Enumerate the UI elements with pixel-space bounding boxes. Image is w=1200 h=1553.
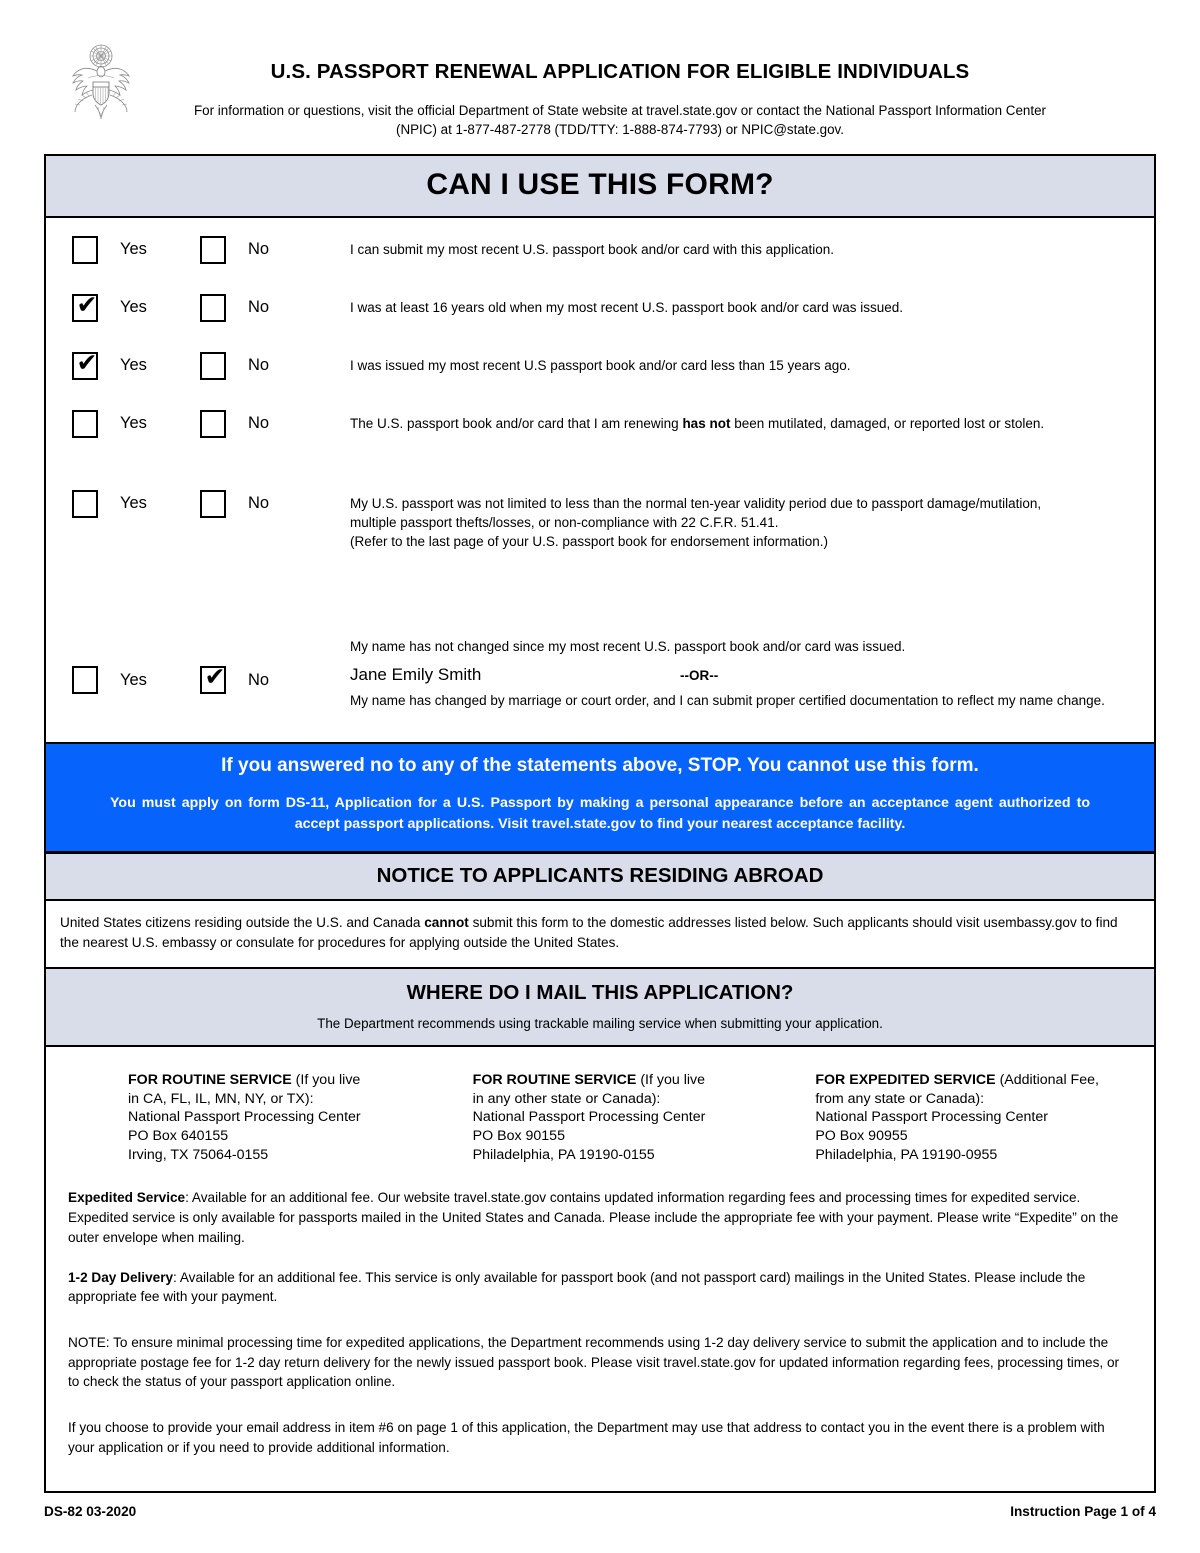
question-text-5 bbox=[350, 490, 1144, 551]
no-option-2[interactable] bbox=[200, 294, 320, 322]
no-label-6: No bbox=[248, 670, 270, 689]
header-subtitle-line-2: Passport Information Center (NPIC) at 1-877-487-2778 (TDD/TTY: 1-888-874-7793) or NPIC@state.gov. bbox=[396, 103, 1046, 138]
header-subtitle-line-1: For information or questions, visit the official Department of State website at travel.state.gov or contact the National bbox=[194, 103, 875, 118]
question-4-post: been mutilated, damaged, or reported lost or stolen. bbox=[730, 415, 1045, 431]
no-option-5[interactable] bbox=[200, 490, 320, 518]
can-i-use-this-form-header bbox=[46, 156, 1154, 218]
paragraph-email-contact bbox=[68, 1418, 1132, 1457]
address-line: PO Box 640155 bbox=[128, 1127, 229, 1144]
address-heading-line bbox=[815, 1071, 1136, 1090]
notice-abroad-emphasis: cannot bbox=[424, 915, 469, 931]
address-qualifier-1: (If you live bbox=[291, 1071, 361, 1088]
no-option-1[interactable] bbox=[200, 236, 320, 264]
answer-options bbox=[72, 490, 350, 518]
question-text-2: I was at least 16 years old when my most recent U.S. passport book and/or card was issued. bbox=[350, 299, 904, 315]
eligibility-question-row bbox=[46, 236, 1154, 264]
address-line: National Passport Processing Center bbox=[815, 1109, 1048, 1126]
no-label-5: No bbox=[248, 494, 270, 513]
mail-application-header bbox=[46, 969, 1154, 1047]
checkbox-no-1[interactable] bbox=[200, 236, 226, 264]
paragraph-note bbox=[68, 1333, 1132, 1392]
address-line: National Passport Processing Center bbox=[472, 1109, 706, 1126]
yes-option-5[interactable] bbox=[72, 490, 200, 518]
checkbox-yes-1[interactable] bbox=[72, 236, 98, 264]
notice-abroad-body bbox=[46, 901, 1154, 968]
question-text-4 bbox=[350, 410, 1144, 433]
yes-label-1: Yes bbox=[120, 240, 147, 259]
question-6-line-3: My name has changed by marriage or court order, and I can submit proper certified documentation to reflect my name change. bbox=[350, 692, 1105, 708]
section-title-eligibility: CAN I USE THIS FORM? bbox=[426, 167, 774, 201]
name-entry-row bbox=[350, 663, 1126, 687]
yes-label-5: Yes bbox=[120, 494, 147, 513]
page-title: U.S. PASSPORT RENEWAL APPLICATION FOR ELIGIBLE INDIVIDUALS bbox=[270, 60, 970, 83]
stop-warning-banner bbox=[46, 742, 1154, 855]
address-qualifier-2: (If you live bbox=[636, 1071, 705, 1088]
section-title-notice-abroad: NOTICE TO APPLICANTS RESIDING ABROAD bbox=[376, 864, 824, 888]
answer-options bbox=[72, 236, 350, 264]
eligibility-question-row bbox=[46, 633, 1154, 729]
address-line: PO Box 90955 bbox=[815, 1127, 908, 1144]
address-qualifier-3: (Additional Fee, bbox=[995, 1071, 1099, 1088]
paragraph-1-2-day-delivery bbox=[68, 1268, 1132, 1307]
checkbox-no-5[interactable] bbox=[200, 490, 226, 518]
address-block-routine-1 bbox=[64, 1071, 449, 1165]
yes-label-3: Yes bbox=[120, 356, 147, 375]
checkmark-icon: ✔ bbox=[204, 662, 226, 692]
paragraph-expedited-service bbox=[68, 1188, 1132, 1247]
address-line: from any state or Canada): bbox=[815, 1090, 985, 1107]
checkbox-yes-5[interactable] bbox=[72, 490, 98, 518]
yes-label-6: Yes bbox=[120, 670, 147, 689]
eligibility-question-row bbox=[46, 289, 1154, 322]
yes-option-2[interactable] bbox=[72, 289, 200, 322]
notice-abroad-header bbox=[46, 854, 1154, 901]
address-line: PO Box 90155 bbox=[472, 1127, 565, 1144]
service-information-paragraphs bbox=[46, 1174, 1154, 1491]
answer-options bbox=[72, 633, 350, 694]
yes-option-3[interactable] bbox=[72, 347, 200, 380]
address-line: National Passport Processing Center bbox=[128, 1109, 361, 1126]
address-line: Irving, TX 75064-0155 bbox=[128, 1146, 269, 1163]
question-text-3: I was issued my most recent U.S passport book and/or card less than 15 years ago. bbox=[350, 357, 851, 373]
address-heading-line bbox=[473, 1071, 794, 1090]
yes-option-1[interactable] bbox=[72, 236, 200, 264]
header-text-block bbox=[140, 34, 1156, 140]
eligibility-question-row bbox=[46, 490, 1154, 551]
checkbox-no-6[interactable] bbox=[200, 662, 226, 694]
no-label-4: No bbox=[248, 414, 270, 433]
notice-abroad-pre: United States citizens residing outside the U.S. and Canada bbox=[60, 915, 425, 931]
question-6-line-1: My name has not changed since my most recent U.S. passport book and/or card was issued. bbox=[350, 639, 906, 655]
stop-banner-headline: If you answered no to any of the statements above, STOP. You cannot use this form. bbox=[221, 754, 979, 776]
no-label-1: No bbox=[248, 240, 270, 259]
or-separator: --OR-- bbox=[680, 667, 719, 683]
address-heading-1: FOR ROUTINE SERVICE bbox=[128, 1071, 292, 1088]
address-heading-line bbox=[128, 1071, 449, 1090]
paragraph-body-email: If you choose to provide your email address in item #6 on page 1 of this application, the Department may use that address to contact you in the event there is a problem with your application or if you need to provide additional information. bbox=[68, 1420, 1105, 1455]
address-heading-2: FOR ROUTINE SERVICE bbox=[472, 1071, 637, 1088]
address-block-routine-2 bbox=[449, 1071, 794, 1165]
checkbox-yes-6[interactable] bbox=[72, 666, 98, 694]
document-header bbox=[0, 0, 1200, 140]
stop-banner-detail: You must apply on form DS-11, Application for a U.S. Passport by making a personal appearance before an acceptance agent authorized to accept passport applications. Visit travel.state.gov to find your nearest acceptance facility. bbox=[110, 794, 1090, 833]
question-5-line-3: (Refer to the last page of your U.S. passport book for endorsement information.) bbox=[350, 534, 828, 550]
answer-options bbox=[72, 289, 350, 322]
checkbox-yes-3[interactable] bbox=[72, 347, 98, 380]
yes-option-4[interactable] bbox=[72, 410, 200, 438]
eligibility-question-row bbox=[46, 410, 1154, 438]
question-text-1: I can submit my most recent U.S. passport book and/or card with this application. bbox=[350, 241, 834, 257]
address-line: in CA, FL, IL, MN, NY, or TX): bbox=[128, 1090, 314, 1107]
checkbox-no-2[interactable] bbox=[200, 294, 226, 322]
no-label-2: No bbox=[248, 298, 270, 317]
paragraph-body-delivery: : Available for an additional fee. This service is only available for passport book (and not passport card) mailings in the United States. Please include the appropriate fee with your payment. bbox=[68, 1269, 1086, 1305]
checkbox-no-4[interactable] bbox=[200, 410, 226, 438]
checkmark-icon: ✔ bbox=[76, 347, 98, 377]
paragraph-label-expedited: Expedited Service bbox=[68, 1190, 186, 1206]
great-seal-eagle-icon bbox=[62, 38, 140, 130]
section-title-mail: WHERE DO I MAIL THIS APPLICATION? bbox=[406, 980, 794, 1004]
applicant-name-field[interactable]: Jane Emily Smith bbox=[350, 664, 482, 684]
question-5-line-1: My U.S. passport was not limited to less than the normal ten-year validity period due to passport damage/mutilation, bbox=[350, 495, 1042, 511]
question-5-line-2: multiple passport thefts/losses, or non-compliance with 22 C.F.R. 51.41. bbox=[350, 515, 779, 531]
eligibility-questions bbox=[46, 218, 1154, 742]
no-label-3: No bbox=[248, 356, 270, 375]
checkbox-yes-2[interactable] bbox=[72, 289, 98, 322]
question-text-6 bbox=[350, 633, 1144, 709]
checkbox-yes-4[interactable] bbox=[72, 410, 98, 438]
page-footer bbox=[44, 1504, 1156, 1519]
eligibility-question-row bbox=[46, 347, 1154, 380]
question-4-pre: The U.S. passport book and/or card that I am renewing bbox=[350, 415, 683, 431]
address-heading-3: FOR EXPEDITED SERVICE bbox=[815, 1071, 996, 1088]
no-option-3[interactable] bbox=[200, 352, 320, 380]
paragraph-body-note: NOTE: To ensure minimal processing time for expedited applications, the Department recommends using 1-2 day delivery service to submit the application and to include the appropriate postage fee for 1-2 day return delivery for the newly issued passport book. Please visit travel.state.gov for updated information regarding fees, processing times, or to check the status of your passport application online. bbox=[68, 1334, 1120, 1390]
answer-options bbox=[72, 410, 350, 438]
address-line: Philadelphia, PA 19190-0155 bbox=[472, 1146, 655, 1163]
question-4-emphasis: has not bbox=[682, 415, 731, 431]
paragraph-label-delivery: 1-2 Day Delivery bbox=[68, 1269, 174, 1285]
mail-section-subtitle: The Department recommends using trackable mailing service when submitting your application. bbox=[317, 1015, 883, 1031]
form-content-box bbox=[44, 154, 1156, 1494]
yes-option-6[interactable] bbox=[72, 666, 200, 694]
checkmark-icon: ✔ bbox=[76, 289, 98, 319]
mailing-addresses bbox=[46, 1047, 1154, 1175]
header-subtitle bbox=[144, 101, 1096, 140]
no-option-6[interactable] bbox=[200, 662, 320, 694]
yes-label-2: Yes bbox=[120, 298, 147, 317]
address-line: in any other state or Canada): bbox=[472, 1090, 661, 1107]
answer-options bbox=[72, 347, 350, 380]
address-line: Philadelphia, PA 19190-0955 bbox=[815, 1146, 998, 1163]
notice-abroad-post: submit this form to the domestic addresses listed below. Such applicants should visit usembassy.gov to find the nearest U.S. embassy or consulate for procedures for applying outside the United States. bbox=[60, 915, 1118, 951]
yes-label-4: Yes bbox=[120, 414, 147, 433]
no-option-4[interactable] bbox=[200, 410, 320, 438]
form-identifier: DS-82 03-2020 bbox=[44, 1504, 137, 1519]
address-block-expedited bbox=[793, 1071, 1136, 1165]
paragraph-body-expedited: : Available for an additional fee. Our website travel.state.gov contains updated information regarding fees and processing times for expedited service. Expedited service is only available for passports mailed in the United States and Canada. Please include the appropriate fee with your payment. Please write “Expedite” on the outer envelope when mailing. bbox=[68, 1190, 1119, 1245]
checkbox-no-3[interactable] bbox=[200, 352, 226, 380]
page-number-label: Instruction Page 1 of 4 bbox=[1010, 1504, 1156, 1519]
